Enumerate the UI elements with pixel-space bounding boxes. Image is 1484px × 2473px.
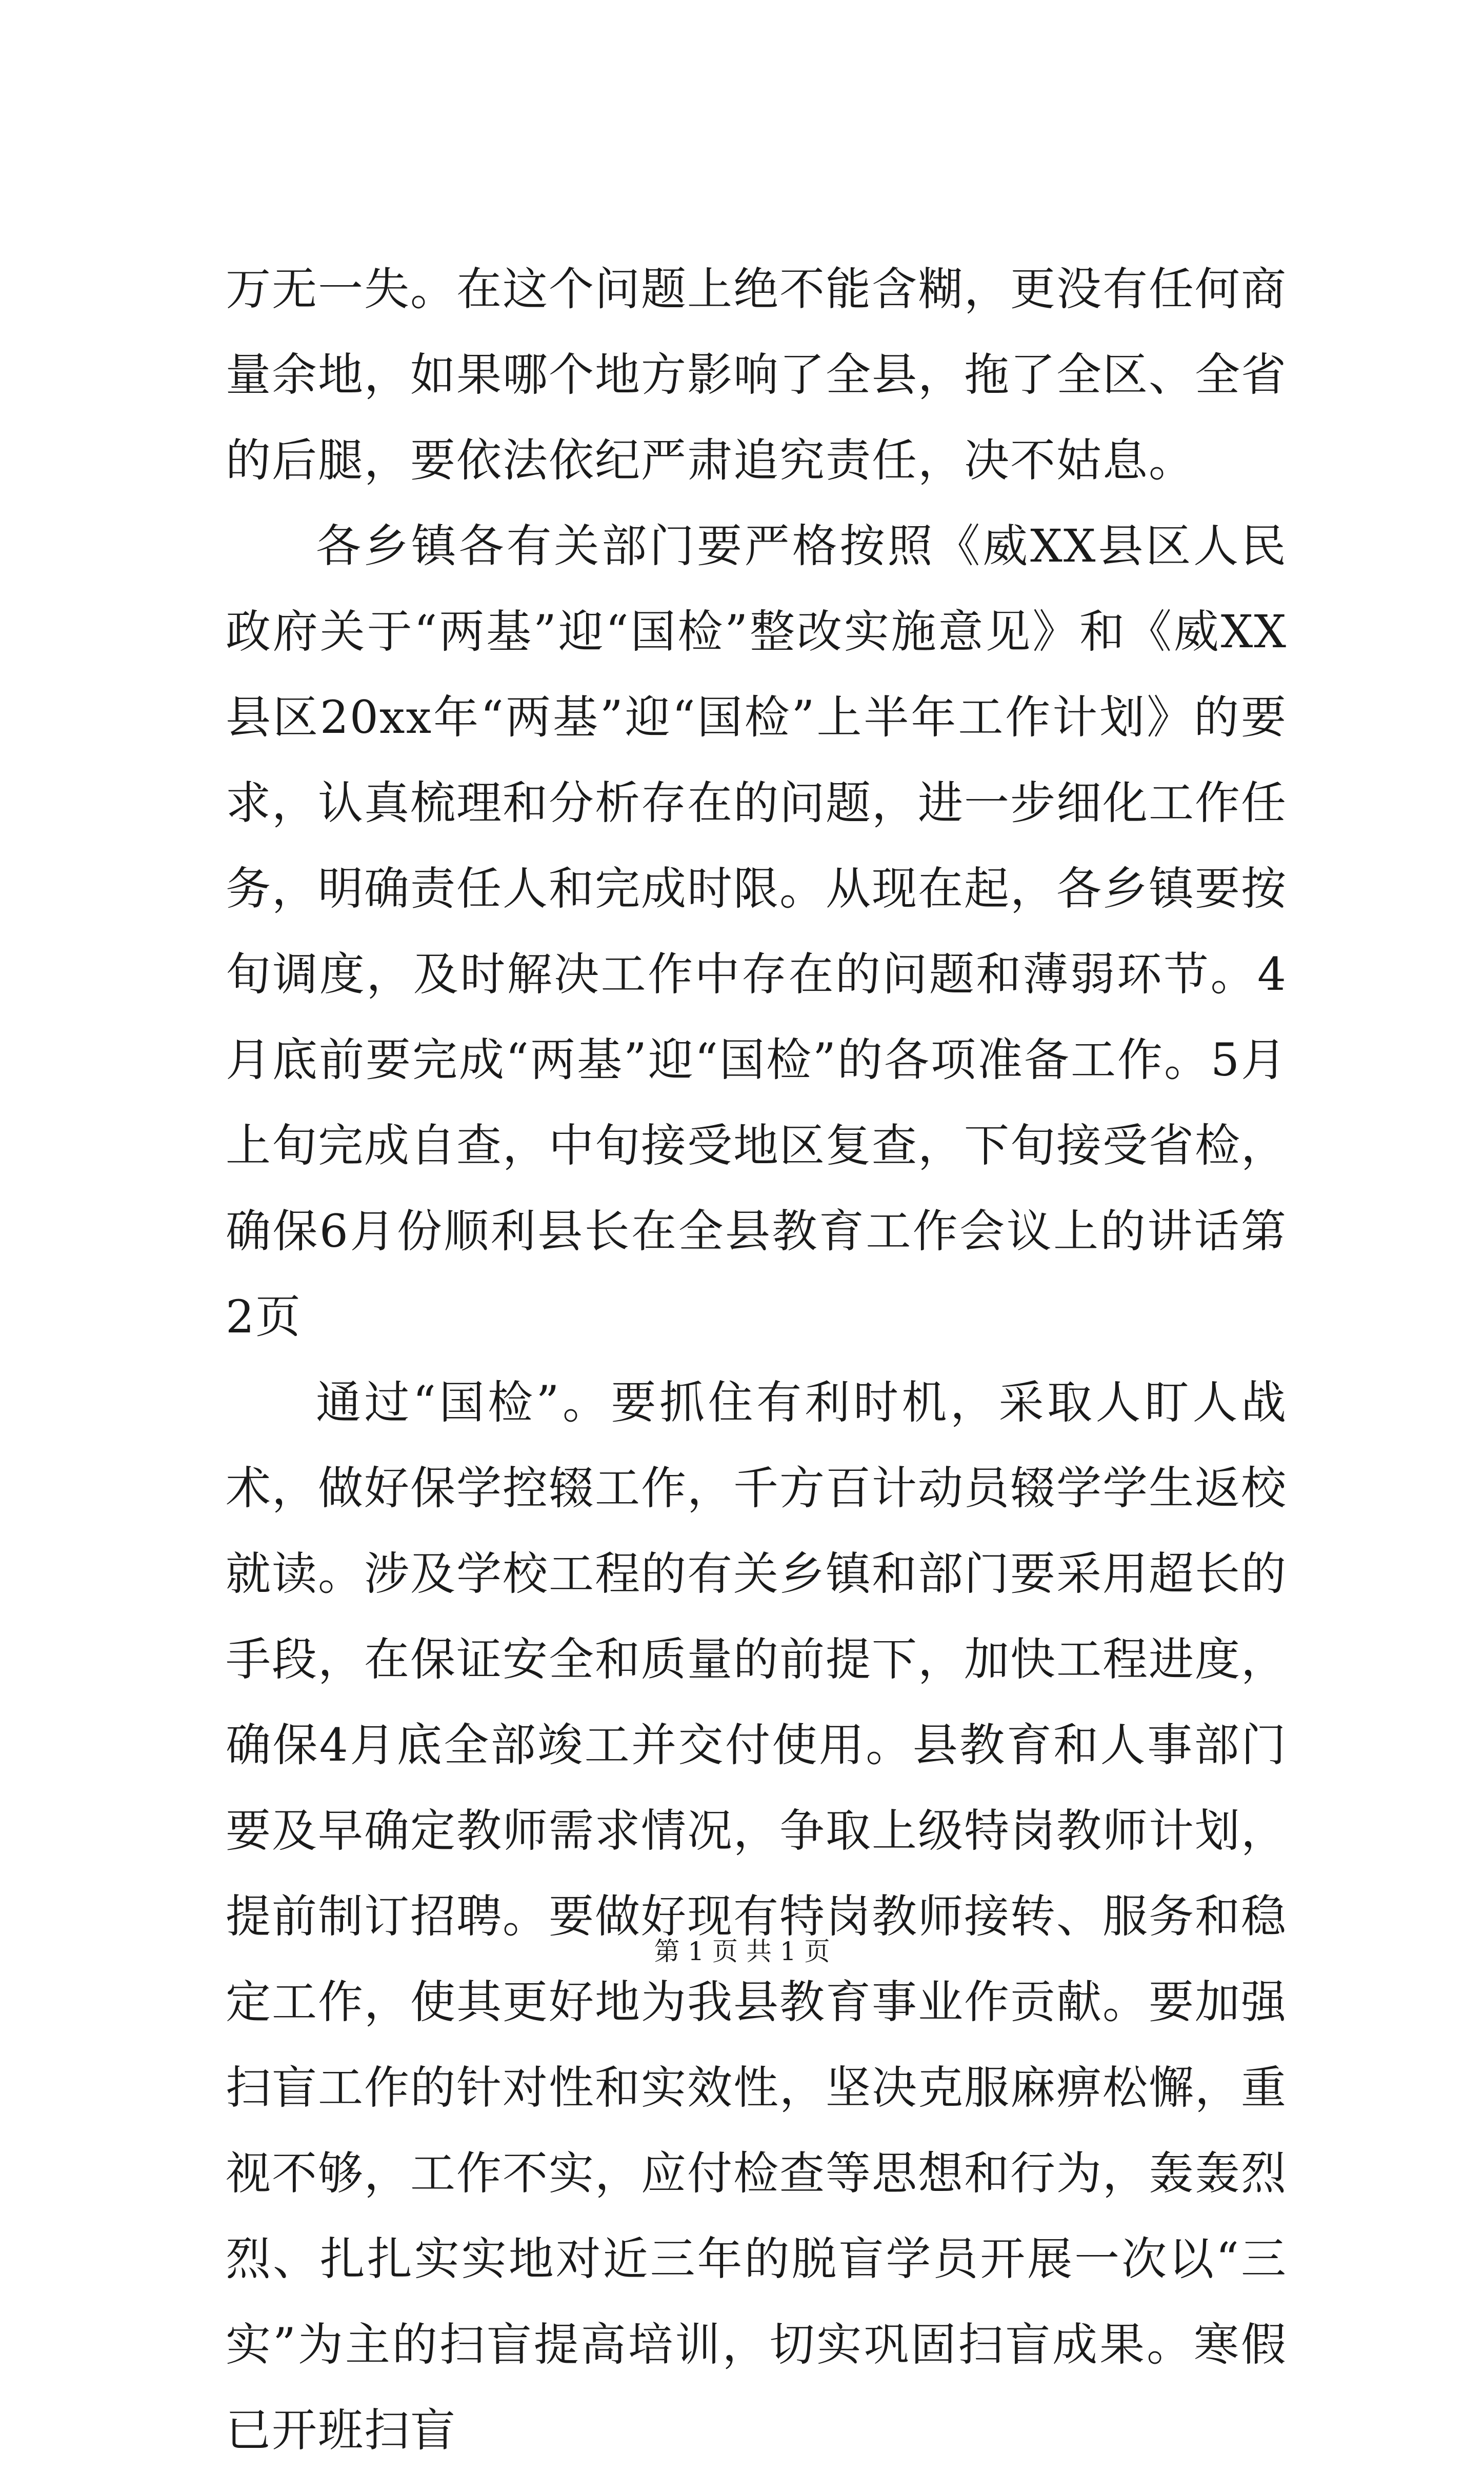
page-footer: 第 1 页 共 1 页 [654, 1937, 830, 1966]
paragraph-1: 万无一失。在这个问题上绝不能含糊，更没有任何商量余地，如果哪个地方影响了全县，拖了全区、全省的后腿，要依法依纪严肃追究责任，决不姑息。 [226, 263, 1288, 487]
paragraph-2: 各乡镇各有关部门要严格按照《威XX县区人民政府关于“两基”迎“国检”整改实施意见》和《威XX县区20xx年“两基”迎“国检”上半年工作计划》的要求，认真梳理和分析存在的问题，进一步细化工作任务，明确责任人和完成时限。从现在起，各乡镇要按旬调度，及时解决工作中存在的问题和薄弱环节。4月底前要完成“两基”迎“国检”的各项准备工作。5月上旬完成自查，中旬接受地区复查，下旬接受省检，确保6月份顺利县长在全县教育工作会议上的讲话第2页 [226, 520, 1288, 1343]
document-body [226, 246, 1287, 2473]
paragraph-3: 通过“国检”。要抓住有利时机，采取人盯人战术，做好保学控辍工作，千方百计动员辍学学生返校就读。涉及学校工程的有关乡镇和部门要采用超长的手段，在保证安全和质量的前提下，加快工程进度，确保4月底全部竣工并交付使用。县教育和人事部门要及早确定教师需求情况，争取上级特岗教师计划，提前制订招聘。要做好现有特岗教师接转、服务和稳定工作，使其更好地为我县教育事业作贡献。要加强扫盲工作的针对性和实效性，坚决克服麻痹松懈，重视不够，工作不实，应付检查等思想和行为，轰轰烈烈、扎扎实实地对近三年的脱盲学员开展一次以“三实”为主的扫盲提高培训，切实巩固扫盲成果。寒假已开班扫盲 [226, 1376, 1288, 2457]
